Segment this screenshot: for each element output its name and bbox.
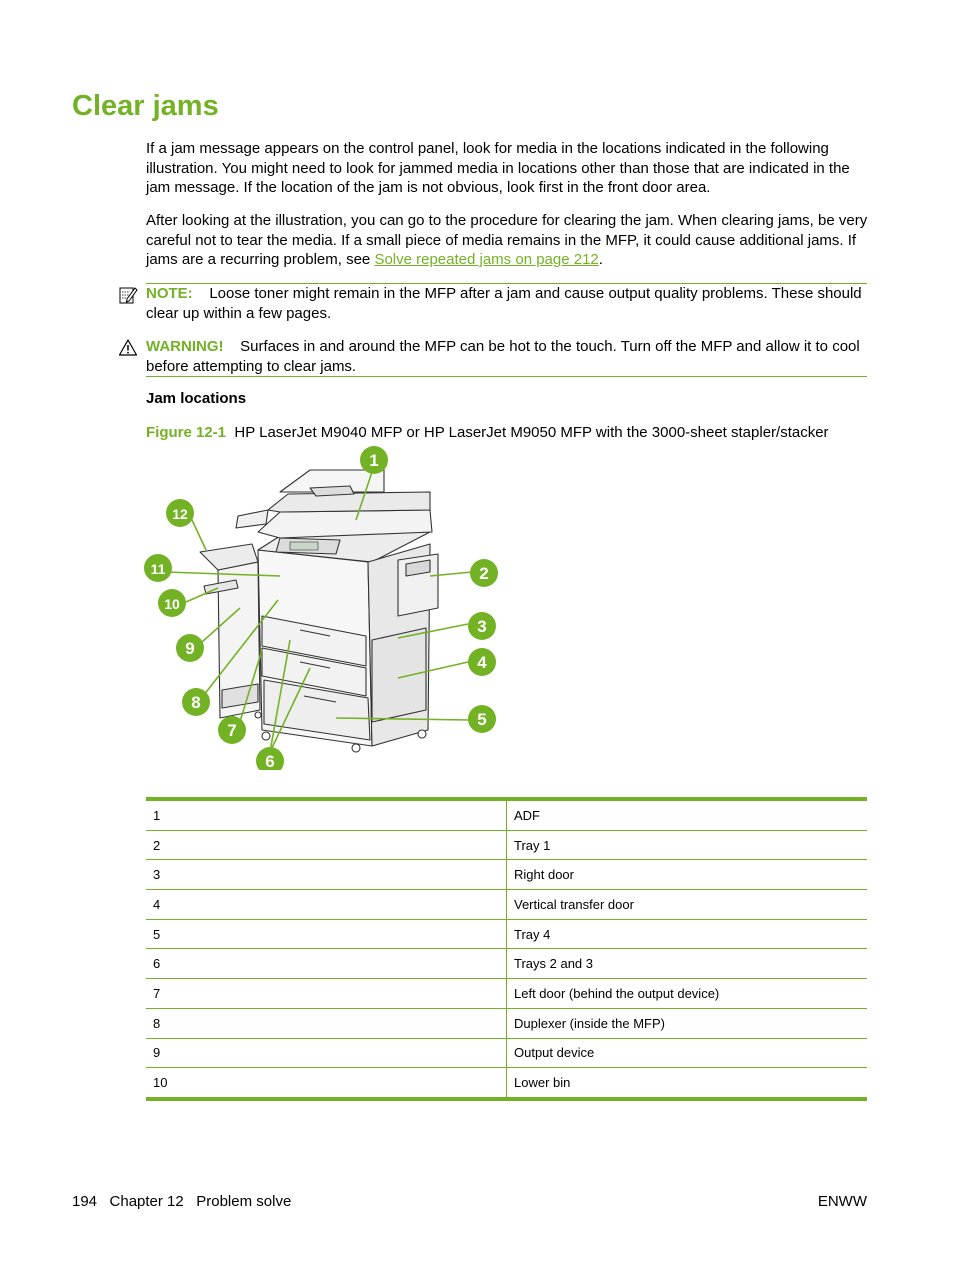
instructions-text: After looking at the illustration, you can go to the procedure for clearing the jam. When clearing jams, be very careful not to tear the media. If a small piece of media remains in the MFP, it could cause additional jams. If jams are a recurring problem, see	[146, 212, 868, 268]
instructions-end: .	[598, 251, 603, 268]
row-location: Right door	[507, 860, 868, 890]
warning-triangle-icon	[118, 338, 138, 358]
table-row	[146, 830, 867, 860]
callout-label-12: 12	[172, 506, 188, 522]
jam-locations-heading: Jam locations	[146, 390, 247, 407]
table-row	[146, 1038, 867, 1068]
note-text	[146, 284, 868, 323]
row-number: 6	[146, 949, 507, 979]
callout-label-4: 4	[477, 653, 487, 672]
row-location: Tray 1	[507, 830, 868, 860]
callout-label-10: 10	[164, 596, 180, 612]
callout-label-9: 9	[185, 639, 195, 658]
callout-label-11: 11	[150, 561, 166, 577]
row-location: Tray 4	[507, 919, 868, 949]
table-row	[146, 919, 867, 949]
row-location: Trays 2 and 3	[507, 949, 868, 979]
row-number: 9	[146, 1038, 507, 1068]
callout-label-8: 8	[191, 693, 201, 712]
row-number: 4	[146, 890, 507, 920]
note-pencil-icon	[118, 285, 138, 305]
callout-label-3: 3	[477, 617, 487, 636]
table-row	[146, 860, 867, 890]
row-location: ADF	[507, 799, 868, 830]
figure-label: Figure 12-1	[146, 424, 227, 441]
warning-body: Surfaces in and around the MFP can be hot to the touch. Turn off the MFP and allow it to cool before attempting to clear jams.	[146, 338, 860, 375]
row-number: 8	[146, 1008, 507, 1038]
callout-label-2: 2	[479, 564, 489, 583]
intro-paragraph: If a jam message appears on the control panel, look for media in the locations indicated in the following illustration. You might need to look for jammed media in locations other than those that are indicated in the jam message. If the location of the jam is not obvious, look first in the front door area.	[146, 140, 850, 196]
warning-bottom-rule	[146, 376, 867, 377]
callout-label-5: 5	[477, 710, 487, 729]
row-location: Duplexer (inside the MFP)	[507, 1008, 868, 1038]
instructions-paragraph	[146, 211, 868, 270]
table-row	[146, 979, 867, 1009]
row-number: 5	[146, 919, 507, 949]
note-label: NOTE:	[146, 285, 193, 302]
row-number: 2	[146, 830, 507, 860]
figure-caption-text: HP LaserJet M9040 MFP or HP LaserJet M9050 MFP with the 3000-sheet stapler/stacker	[234, 424, 829, 441]
row-location: Vertical transfer door	[507, 890, 868, 920]
table-row	[146, 890, 867, 920]
table-row	[146, 799, 867, 830]
printer-illustration	[140, 440, 510, 770]
table-row	[146, 949, 867, 979]
table-row	[146, 1008, 867, 1038]
footer-page-info: 194 Chapter 12 Problem solve	[72, 1193, 292, 1210]
callout-label-1: 1	[369, 451, 379, 470]
callout-label-7: 7	[227, 721, 237, 740]
solve-repeated-jams-link[interactable]: Solve repeated jams on page 212	[374, 251, 599, 268]
row-location: Left door (behind the output device)	[507, 979, 868, 1009]
warning-label: WARNING!	[146, 338, 224, 355]
table-row	[146, 1068, 867, 1099]
row-number: 7	[146, 979, 507, 1009]
callout-label-6: 6	[265, 752, 275, 770]
footer-locale: ENWW	[817, 1193, 867, 1210]
jam-locations-table	[146, 797, 867, 1101]
row-number: 3	[146, 860, 507, 890]
figure-caption	[146, 424, 876, 441]
page-title: Clear jams	[72, 90, 219, 122]
note-body: Loose toner might remain in the MFP after a jam and cause output quality problems. These should clear up within a few pages.	[146, 285, 862, 322]
warning-text	[146, 337, 868, 376]
row-location: Lower bin	[514, 1075, 571, 1091]
row-number: 1	[146, 799, 507, 830]
row-location: Output device	[507, 1038, 868, 1068]
row-number: 10	[146, 1068, 507, 1099]
